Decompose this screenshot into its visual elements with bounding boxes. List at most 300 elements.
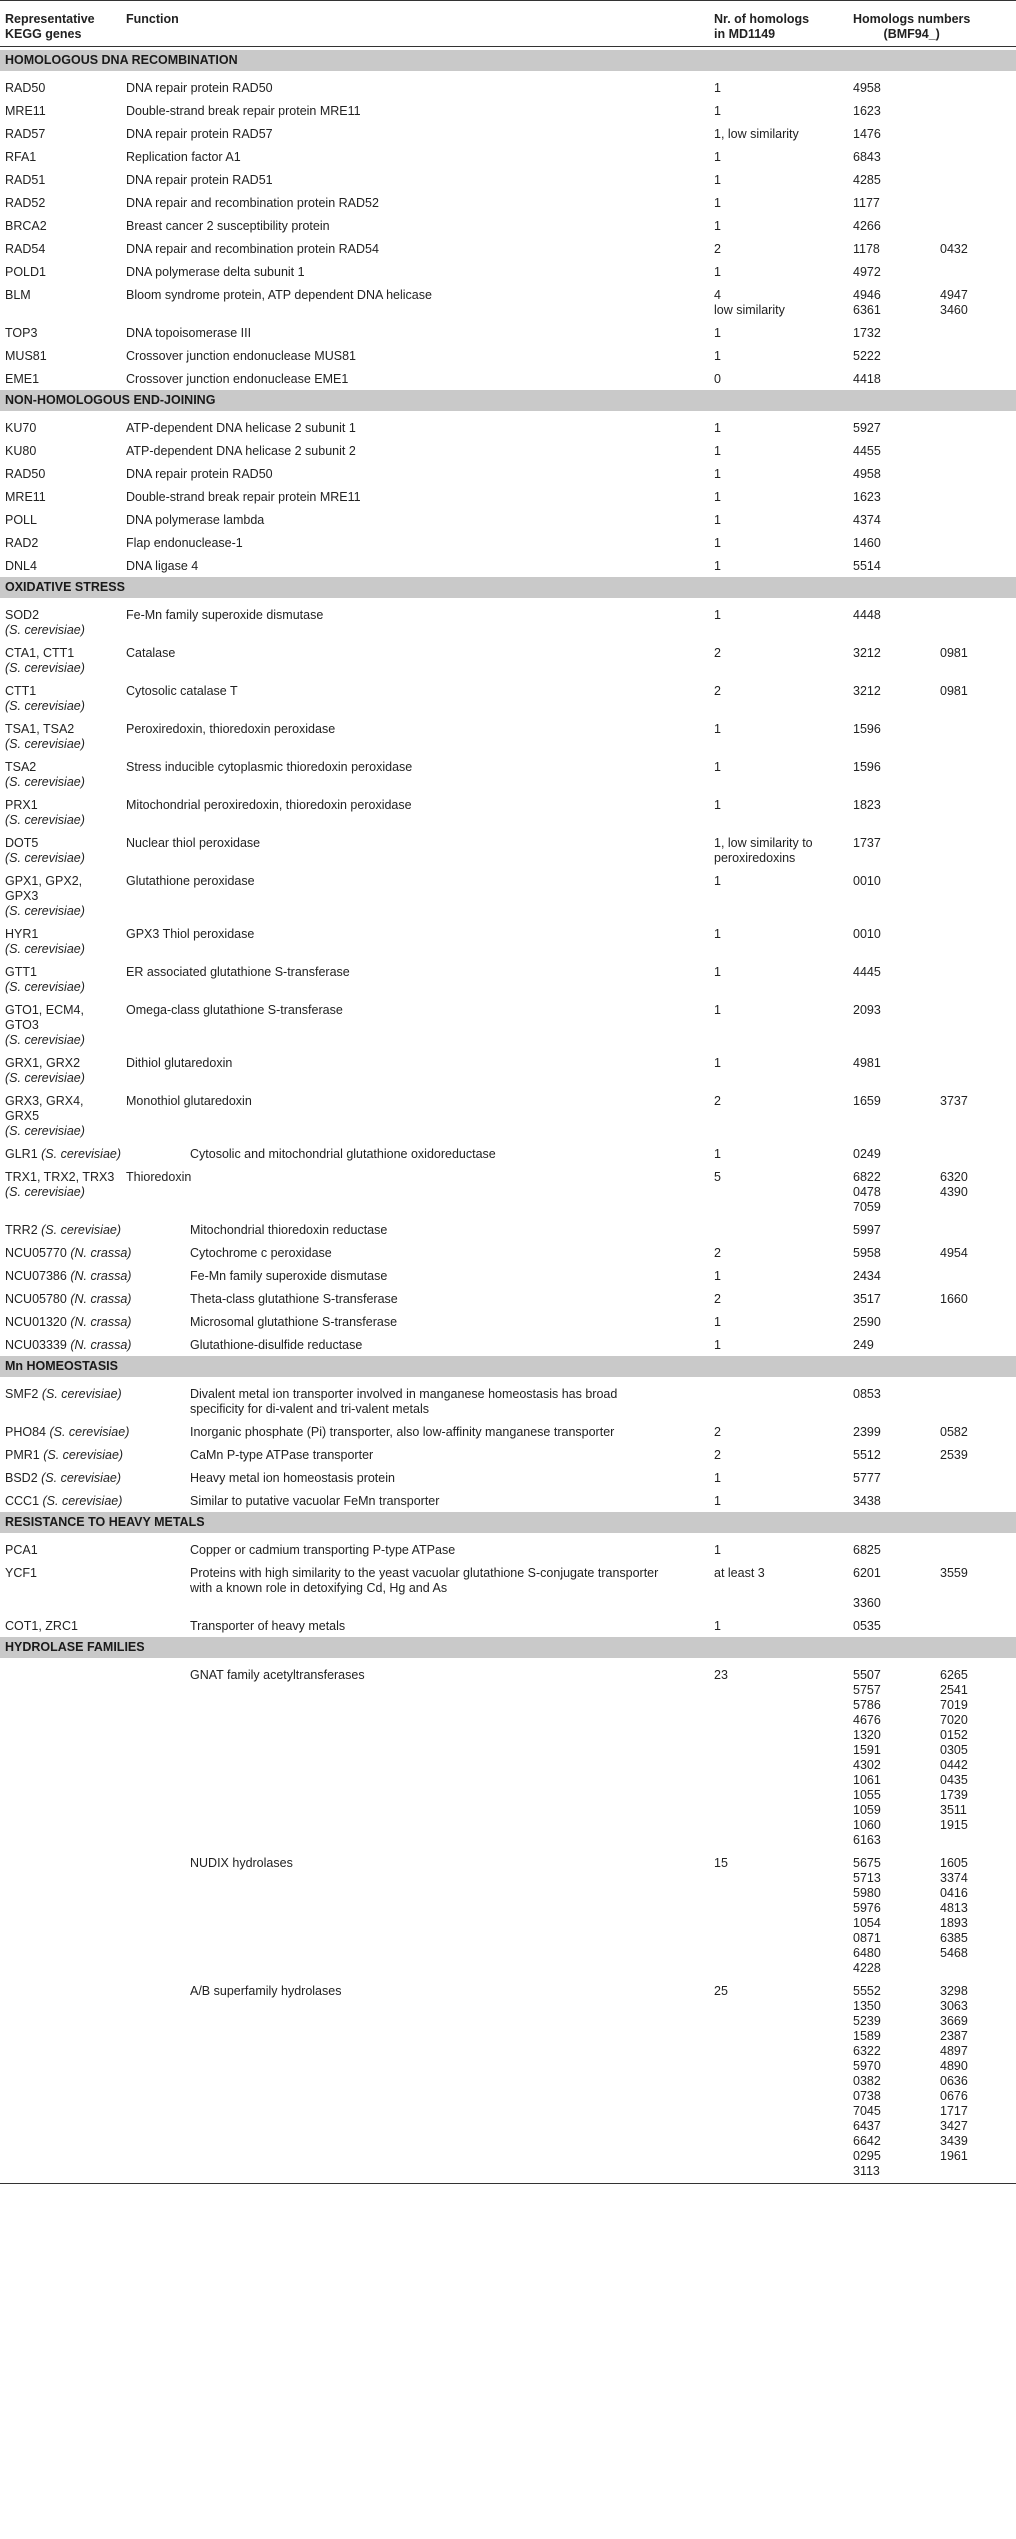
homolog-number: 4947	[940, 288, 968, 302]
gene-name: HYR1	[5, 927, 39, 941]
count-line: 1	[714, 150, 721, 164]
cell-gene	[5, 242, 45, 257]
function-line: NUDIX hydrolases	[190, 1856, 293, 1870]
homolog-number: 3511	[940, 1803, 967, 1817]
cell-function	[190, 1338, 362, 1353]
table-row	[0, 1284, 1016, 1307]
gene-line	[5, 874, 85, 889]
cell-homolog-numbers-1	[853, 467, 881, 482]
count-line: 0	[714, 372, 721, 386]
homolog-number: 4946	[853, 288, 881, 302]
homolog-number: 0435	[940, 1773, 968, 1787]
table-row	[0, 1307, 1016, 1330]
cell-gene	[5, 1543, 38, 1558]
header-function: Function	[126, 12, 179, 26]
gene-line	[5, 265, 46, 280]
cell-gene	[5, 608, 85, 638]
gene-line	[5, 467, 45, 482]
homolog-number: 0676	[940, 2089, 968, 2103]
cell-gene	[5, 1003, 85, 1048]
table-row	[0, 482, 1016, 505]
gene-name: NCU05780	[5, 1292, 71, 1306]
gene-line	[5, 196, 45, 211]
cell-function	[126, 1170, 191, 1185]
cell-function	[190, 1269, 387, 1284]
gene-line	[5, 219, 47, 234]
homolog-number: 2093	[853, 1003, 881, 1017]
cell-homolog-count	[714, 874, 721, 889]
cell-homolog-count	[714, 1147, 721, 1162]
count-line: 1	[714, 1338, 721, 1352]
cell-homolog-count	[714, 836, 813, 866]
cell-homolog-numbers-2	[940, 1170, 968, 1200]
function-line: specificity for di-valent and tri-valent metals	[190, 1402, 429, 1416]
section-header: NON-HOMOLOGOUS END-JOINING	[0, 390, 1016, 411]
gene-line	[5, 1003, 85, 1018]
count-line: 1	[714, 104, 721, 118]
homolog-number: 5777	[853, 1471, 881, 1485]
cell-gene	[5, 372, 39, 387]
gene-line	[5, 942, 85, 957]
homolog-number: 5468	[940, 1946, 968, 1960]
gene-species: (S. cerevisiae)	[41, 1223, 122, 1237]
homolog-number: 2434	[853, 1269, 881, 1283]
cell-homolog-numbers-1	[853, 490, 881, 505]
cell-homolog-numbers-1	[853, 1566, 881, 1611]
cell-homolog-count	[714, 196, 721, 211]
gene-line	[5, 699, 85, 714]
cell-homolog-numbers-1	[853, 1387, 881, 1402]
cell-homolog-numbers-1	[853, 1448, 881, 1463]
homolog-number: 5552	[853, 1984, 881, 1998]
homolog-number: 3427	[940, 2119, 968, 2133]
gene-species: (S. cerevisiae)	[41, 1147, 122, 1161]
gene-species: (S. cerevisiae)	[5, 904, 85, 918]
function-line: Crossover junction endonuclease EME1	[126, 372, 349, 386]
gene-name: MRE11	[5, 104, 46, 118]
table-row	[0, 1086, 1016, 1139]
cell-homolog-count	[714, 1292, 721, 1307]
homolog-number: 7045	[853, 2104, 881, 2118]
homolog-number: 5757	[853, 1683, 881, 1697]
table-row	[0, 257, 1016, 280]
cell-homolog-count	[714, 513, 721, 528]
gene-line	[5, 536, 38, 551]
count-line: 1	[714, 1543, 721, 1557]
cell-function	[190, 1619, 345, 1634]
gene-line	[5, 1147, 121, 1162]
table-row	[0, 119, 1016, 142]
homolog-number: 5927	[853, 421, 881, 435]
gene-line	[5, 288, 31, 303]
cell-function	[126, 150, 241, 165]
count-line: 2	[714, 684, 721, 698]
homolog-number: 4445	[853, 965, 881, 979]
cell-gene	[5, 927, 85, 957]
cell-gene	[5, 1494, 122, 1509]
table-row	[0, 364, 1016, 387]
cell-homolog-numbers-1	[853, 722, 881, 737]
homolog-number: 5239	[853, 2014, 881, 2028]
table-row	[0, 790, 1016, 828]
function-line: Divalent metal ion transporter involved in manganese homeostasis has broad	[190, 1387, 618, 1401]
gene-line	[5, 623, 85, 638]
gene-name: RAD50	[5, 467, 46, 481]
cell-gene	[5, 288, 31, 303]
homolog-number: 4954	[940, 1246, 968, 1260]
count-line: 1	[714, 1147, 721, 1161]
homolog-number: 5512	[853, 1448, 881, 1462]
count-line: 1	[714, 349, 721, 363]
cell-homolog-numbers-1	[853, 965, 881, 980]
gene-species: (N. crassa)	[70, 1315, 132, 1329]
count-line: 2	[714, 1292, 721, 1306]
homolog-number: 5507	[853, 1668, 881, 1682]
function-line: Omega-class glutathione S-transferase	[126, 1003, 343, 1017]
count-line: 1	[714, 1056, 721, 1070]
gene-name: RAD52	[5, 196, 46, 210]
gene-name: PMR1	[5, 1448, 44, 1462]
function-line: Double-strand break repair protein MRE11	[126, 104, 361, 118]
homolog-number: 6265	[940, 1668, 968, 1682]
homolog-number: 1059	[853, 1803, 881, 1817]
cell-gene	[5, 1094, 85, 1139]
function-line: DNA ligase 4	[126, 559, 199, 573]
gene-name: NCU01320	[5, 1315, 71, 1329]
count-line: 1	[714, 490, 721, 504]
section-header: HYDROLASE FAMILIES	[0, 1637, 1016, 1658]
cell-function	[126, 242, 379, 257]
gene-name: RFA1	[5, 150, 37, 164]
gene-name: NCU03339	[5, 1338, 71, 1352]
cell-homolog-count	[714, 1338, 721, 1353]
gene-line	[5, 1566, 37, 1581]
gene-name: BRCA2	[5, 219, 47, 233]
homolog-number: 6825	[853, 1543, 881, 1557]
table-row	[0, 866, 1016, 919]
homolog-number: 1717	[940, 2104, 968, 2118]
gene-name: GTT1	[5, 965, 37, 979]
cell-function	[190, 1543, 455, 1558]
cell-gene	[5, 874, 85, 919]
homolog-number: 6201	[853, 1566, 881, 1580]
function-line: Replication factor A1	[126, 150, 241, 164]
cell-homolog-count	[714, 1056, 721, 1071]
cell-function	[126, 81, 273, 96]
header-genes	[5, 12, 95, 42]
cell-homolog-count	[714, 421, 721, 436]
cell-function	[126, 444, 356, 459]
table-row	[0, 528, 1016, 551]
cell-function	[190, 1292, 398, 1307]
homolog-number: 4448	[853, 608, 881, 622]
cell-function	[190, 1494, 439, 1509]
cell-function	[126, 760, 412, 775]
homolog-number: 1591	[853, 1743, 881, 1757]
table-body	[0, 50, 1016, 2179]
cell-homolog-numbers-1	[853, 536, 881, 551]
cell-homolog-numbers-1	[853, 1056, 881, 1071]
cell-homolog-count	[714, 965, 721, 980]
count-line: 1	[714, 1494, 721, 1508]
cell-function	[190, 1387, 617, 1417]
cell-gene	[5, 196, 45, 211]
cell-function	[126, 196, 379, 211]
table-row	[0, 413, 1016, 436]
homolog-number: 0010	[853, 874, 881, 888]
table-row	[0, 1238, 1016, 1261]
cell-homolog-count	[714, 1543, 721, 1558]
cell-homolog-count	[714, 684, 721, 699]
cell-function	[190, 1425, 614, 1440]
count-line: 1	[714, 608, 721, 622]
cell-homolog-numbers-1	[853, 1425, 881, 1440]
cell-gene	[5, 798, 85, 828]
function-line: Monothiol glutaredoxin	[126, 1094, 252, 1108]
table-row	[0, 436, 1016, 459]
gene-species: (S. cerevisiae)	[5, 980, 85, 994]
cell-homolog-numbers-1	[853, 196, 880, 211]
homolog-number: 6320	[940, 1170, 968, 1184]
gene-line	[5, 1543, 38, 1558]
gene-species: (S. cerevisiae)	[5, 1071, 85, 1085]
cell-homolog-count	[714, 490, 721, 505]
function-line: GPX3 Thiol peroxidase	[126, 927, 255, 941]
table-row	[0, 1486, 1016, 1509]
function-line: ATP-dependent DNA helicase 2 subunit 2	[126, 444, 356, 458]
gene-name: DOT5	[5, 836, 39, 850]
homolog-number: 4958	[853, 81, 881, 95]
header-homologs-numbers	[853, 12, 970, 42]
function-line: DNA repair and recombination protein RAD54	[126, 242, 379, 256]
gene-line	[5, 1448, 123, 1463]
homolog-number: 0981	[940, 684, 968, 698]
cell-gene	[5, 1315, 131, 1330]
homolog-number: 1893	[940, 1916, 968, 1930]
homolog-number: 1961	[940, 2149, 968, 2163]
homolog-number: 0582	[940, 1425, 968, 1439]
cell-homolog-count	[714, 104, 721, 119]
homolog-number: 1596	[853, 760, 881, 774]
gene-species: (N. crassa)	[70, 1246, 132, 1260]
function-line: Crossover junction endonuclease MUS81	[126, 349, 356, 363]
count-line: at least 3	[714, 1566, 765, 1580]
cell-function	[126, 467, 273, 482]
count-line: 2	[714, 1094, 721, 1108]
function-line: Thioredoxin	[126, 1170, 192, 1184]
table-row	[0, 957, 1016, 995]
homolog-number: 0152	[940, 1728, 968, 1742]
function-line: GNAT family acetyltransferases	[190, 1668, 365, 1682]
homolog-number: 7020	[940, 1713, 968, 1727]
table-row	[0, 96, 1016, 119]
gene-line	[5, 1185, 114, 1200]
gene-species: (S. cerevisiae)	[43, 1448, 124, 1462]
function-line: Fe-Mn family superoxide dismutase	[190, 1269, 388, 1283]
cell-function	[126, 1094, 252, 1109]
cell-function	[126, 173, 273, 188]
table-row	[0, 318, 1016, 341]
homolog-number: 1476	[853, 127, 881, 141]
cell-homolog-numbers-2	[940, 1566, 968, 1581]
homolog-number: 1060	[853, 1818, 881, 1832]
gene-line	[5, 1094, 85, 1109]
homolog-number: 4897	[940, 2044, 968, 2058]
gene-line	[5, 1338, 131, 1353]
gene-line	[5, 1471, 121, 1486]
function-line: Mitochondrial peroxiredoxin, thioredoxin peroxidase	[126, 798, 412, 812]
cell-homolog-count	[714, 798, 721, 813]
table-row	[0, 919, 1016, 957]
cell-gene	[5, 326, 37, 341]
gene-name: RAD50	[5, 81, 46, 95]
cell-homolog-numbers-1	[853, 1147, 881, 1162]
gene-name: TOP3	[5, 326, 38, 340]
cell-homolog-count	[714, 722, 721, 737]
function-line: DNA repair protein RAD51	[126, 173, 273, 187]
cell-homolog-numbers-1	[853, 421, 881, 436]
cell-gene	[5, 684, 85, 714]
count-line: 1	[714, 326, 721, 340]
homolog-number: 5713	[853, 1871, 881, 1885]
function-line: Glutathione peroxidase	[126, 874, 255, 888]
cell-gene	[5, 349, 47, 364]
function-line: DNA polymerase delta subunit 1	[126, 265, 305, 279]
cell-homolog-count	[714, 1425, 721, 1440]
function-line: DNA repair protein RAD50	[126, 467, 273, 481]
homolog-number: 3374	[940, 1871, 968, 1885]
homolog-number: 7019	[940, 1698, 968, 1712]
homolog-number: 1823	[853, 798, 881, 812]
homolog-number: 1739	[940, 1788, 968, 1802]
table-bottom-rule	[0, 2183, 1016, 2184]
cell-function	[126, 965, 350, 980]
cell-homolog-numbers-2	[940, 1984, 968, 2164]
gene-name: MUS81	[5, 349, 47, 363]
homolog-number: 1055	[853, 1788, 881, 1802]
cell-gene	[5, 1471, 121, 1486]
homolog-number: 2539	[940, 1448, 968, 1462]
cell-gene	[5, 219, 47, 234]
cell-homolog-count	[714, 760, 721, 775]
function-line: DNA polymerase lambda	[126, 513, 265, 527]
homolog-number: 1623	[853, 104, 881, 118]
gene-name: TRR2	[5, 1223, 42, 1237]
function-line: Cytosolic and mitochondrial glutathione oxidoreductase	[190, 1147, 496, 1161]
count-line: 2	[714, 1246, 721, 1260]
table-row	[0, 995, 1016, 1048]
gene-line	[5, 1619, 78, 1634]
cell-homolog-numbers-1	[853, 836, 881, 851]
homolog-number: 3559	[940, 1566, 968, 1580]
homolog-number: 1350	[853, 1999, 881, 2013]
cell-homolog-numbers-2	[940, 1425, 968, 1440]
gene-name: TSA2	[5, 760, 37, 774]
gene-species: (S. cerevisiae)	[5, 1124, 85, 1138]
table-row	[0, 1417, 1016, 1440]
gene-line	[5, 813, 85, 828]
gene-line	[5, 1494, 122, 1509]
cell-homolog-numbers-1	[853, 874, 881, 889]
table-row	[0, 1162, 1016, 1215]
cell-homolog-numbers-1	[853, 1668, 881, 1848]
cell-function	[190, 1984, 341, 1999]
cell-function	[190, 1246, 332, 1261]
cell-gene	[5, 150, 36, 165]
cell-homolog-numbers-1	[853, 288, 881, 318]
gene-line	[5, 775, 85, 790]
function-line: Bloom syndrome protein, ATP dependent DNA helicase	[126, 288, 432, 302]
cell-homolog-numbers-1	[853, 1170, 881, 1215]
gene-line	[5, 242, 45, 257]
homolog-number: 4890	[940, 2059, 968, 2073]
function-line: Mitochondrial thioredoxin reductase	[190, 1223, 388, 1237]
gene-line	[5, 1223, 121, 1238]
function-line: Theta-class glutathione S-transferase	[190, 1292, 398, 1306]
homolog-number: 4455	[853, 444, 881, 458]
cell-homolog-count	[714, 372, 721, 387]
count-line: 2	[714, 242, 721, 256]
gene-species: (S. cerevisiae)	[5, 851, 85, 865]
gene-name: CTT1	[5, 684, 37, 698]
cell-homolog-count	[714, 536, 721, 551]
cell-homolog-numbers-1	[853, 1338, 874, 1353]
cell-gene	[5, 467, 45, 482]
cell-homolog-numbers-1	[853, 104, 881, 119]
homolog-number: 0871	[853, 1931, 881, 1945]
homolog-number: 1061	[853, 1773, 881, 1787]
gene-line	[5, 798, 85, 813]
homolog-number: 2541	[940, 1683, 968, 1697]
cell-homolog-numbers-1	[853, 1246, 881, 1261]
gene-species: (S. cerevisiae)	[5, 661, 85, 675]
gene-line	[5, 684, 85, 699]
cell-homolog-count	[714, 1619, 721, 1634]
cell-homolog-numbers-1	[853, 242, 880, 257]
homolog-number: 0853	[853, 1387, 881, 1401]
table-row	[0, 459, 1016, 482]
gene-name: PCA1	[5, 1543, 38, 1557]
cell-homolog-numbers-1	[853, 927, 881, 942]
homolog-number: 6322	[853, 2044, 881, 2058]
cell-function	[126, 722, 335, 737]
cell-gene	[5, 1292, 131, 1307]
gene-name: KU70	[5, 421, 37, 435]
homolog-number: 5997	[853, 1223, 881, 1237]
gene-line	[5, 104, 46, 119]
count-line: 1	[714, 722, 721, 736]
gene-species: (S. cerevisiae)	[5, 1185, 85, 1199]
gene-species: (S. cerevisiae)	[42, 1494, 123, 1508]
cell-homolog-numbers-1	[853, 1471, 881, 1486]
cell-function	[126, 836, 260, 851]
gene-name: PRX1	[5, 798, 38, 812]
count-line: 1	[714, 219, 721, 233]
cell-gene	[5, 965, 85, 995]
cell-gene	[5, 1338, 131, 1353]
cell-function	[126, 288, 432, 303]
homolog-number: 4958	[853, 467, 881, 481]
cell-homolog-count	[714, 1668, 728, 1683]
gene-species: (S. cerevisiae)	[49, 1425, 130, 1439]
function-line: Peroxiredoxin, thioredoxin peroxidase	[126, 722, 336, 736]
homolog-number: 2387	[940, 2029, 968, 2043]
cell-gene	[5, 1619, 78, 1634]
count-line: 1	[714, 1315, 721, 1329]
table-row	[0, 1976, 1016, 2179]
gene-line	[5, 980, 85, 995]
homolog-number: 4374	[853, 513, 881, 527]
